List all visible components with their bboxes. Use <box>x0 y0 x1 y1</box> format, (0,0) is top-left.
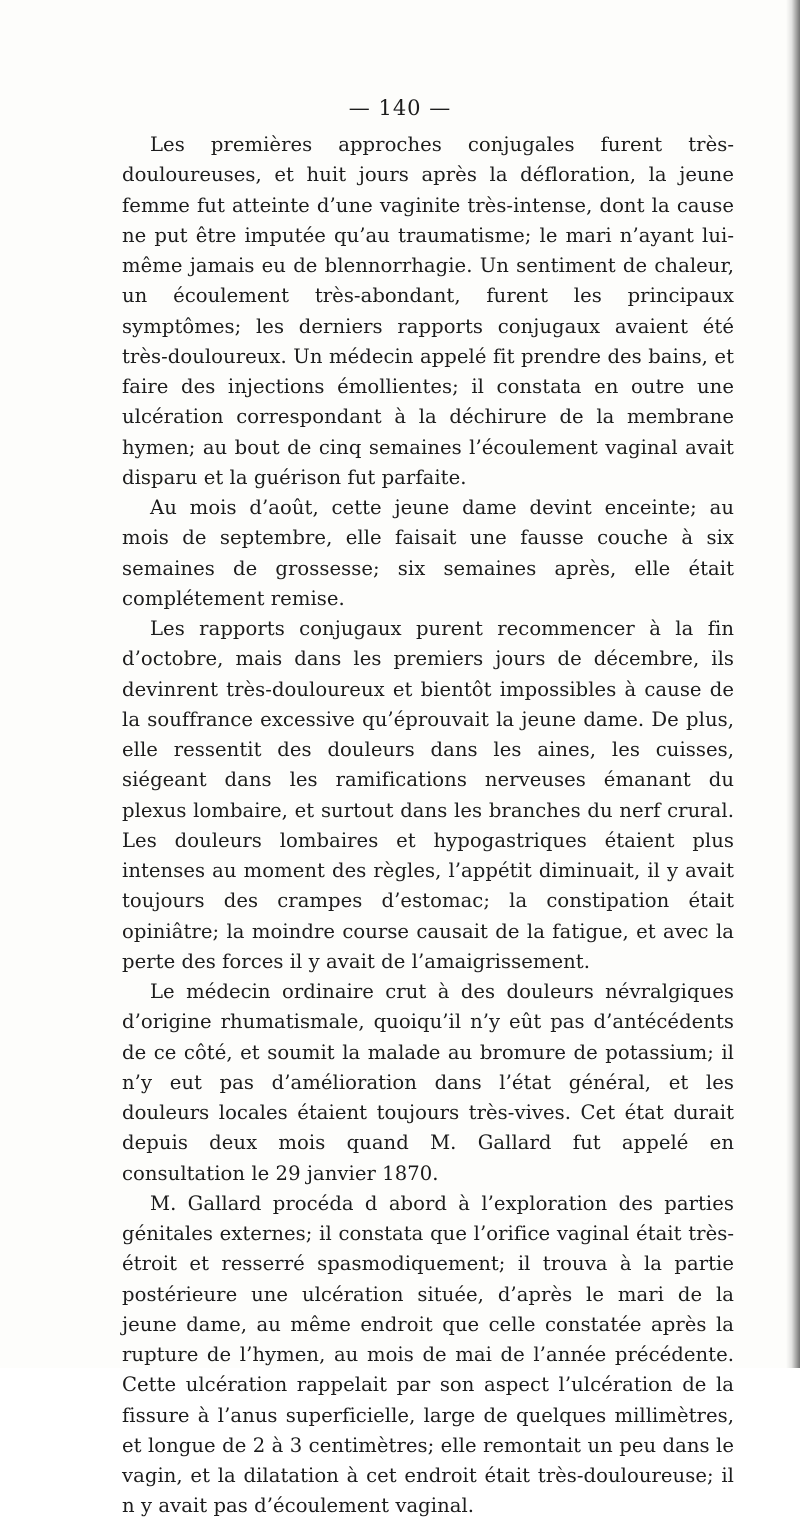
paragraph-4: Le médecin ordinaire crut à des douleurs névralgiques d’origine rhumatismale, quoiqu’il n’y eût pas d’antécédents de ce côté, et soumit la malade au bromure de potassium; il n’y eut pas d’amélioration dans l’état général, et les douleurs locales étaient toujours très-vives. Cet état durait depuis deux mois quand M. Gallard fut appelé en consultation le 29 janvier 1870. <box>122 980 734 1185</box>
page-edge-shadow <box>786 0 800 1368</box>
paragraph-1: Les premières approches conjugales furent très-douloureuses, et huit jours après la défloration, la jeune femme fut atteinte d’une vaginite très-intense, dont la cause ne put être imputée qu’au traumatisme; le mari n’ayant lui-même jamais eu de blennorrhagie. Un sentiment de chaleur, un écoulement très-abondant, furent les principaux symptômes; les derniers rapports conjugaux avaient été très-douloureux. Un médecin appelé fit prendre des bains, et faire des injections émollientes; il constata en outre une ulcération correspondant à la déchirure de la membrane hymen; au bout de cinq semaines l’écoulement vaginal avait disparu et la guérison fut parfaite. <box>122 133 734 489</box>
paragraph-3: Les rapports conjugaux purent recommencer à la fin d’octobre, mais dans les premiers jours de décembre, ils devinrent très-douloureux et bientôt impossibles à cause de la souffrance excessive qu’éprouvait la jeune dame. De plus, elle ressentit des douleurs dans les aines, les cuisses, siégeant dans les ramifications nerveuses émanant du plexus lombaire, et surtout dans les branches du nerf crural. Les douleurs lombaires et hypogastriques étaient plus intenses au moment des règles, l’appétit diminuait, il y avait toujours des crampes d’estomac; la constipation était opiniâtre; la moindre course causait de la fatigue, et avec la perte des forces il y avait de l’amaigrissement. <box>122 617 734 973</box>
paragraph-2: Au mois d’août, cette jeune dame devint enceinte; au mois de septembre, elle faisait une fausse couche à six semaines de grossesse; six semaines après, elle était complétement remise. <box>122 496 734 610</box>
body-text <box>122 130 734 1522</box>
paragraph-5: M. Gallard procéda d abord à l’exploration des parties génitales externes; il constata que l’orifice vaginal était très-étroit et resserré spasmodiquement; il trouva à la partie postérieure une ulcération située, d’après le mari de la jeune dame, au même endroit que celle constatée après la rupture de l’hymen, au mois de mai de l’année précédente. Cette ulcération rappelait par son aspect l’ulcération de la fissure à l’anus superficielle, large de quelques millimètres, et longue de 2 à 3 centimètres; elle remontait un peu dans le vagin, et la dilatation à cet endroit était très-douloureuse; il n y avait pas d’écoulement vaginal. <box>122 1191 734 1518</box>
page-number: — 140 — <box>348 96 452 120</box>
